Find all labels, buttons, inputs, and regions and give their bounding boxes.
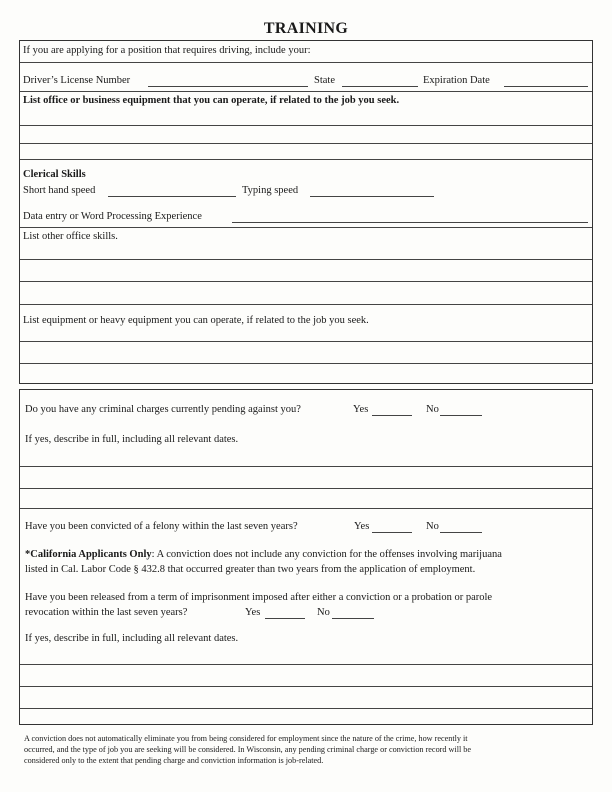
criminal-history-section	[19, 389, 593, 725]
released-yes-field[interactable]	[265, 618, 305, 619]
data-entry-field[interactable]	[232, 222, 588, 223]
released-describe-line-2[interactable]	[20, 686, 592, 687]
typing-label: Typing speed	[242, 185, 299, 196]
other-skills-line-1[interactable]	[20, 259, 592, 260]
pending-yes-label: Yes	[353, 404, 369, 415]
released-no-label: No	[317, 607, 330, 618]
california-note-text: : A conviction does not include any conviction for the offenses involving marijuana	[151, 549, 502, 560]
office-equipment-line-3[interactable]	[20, 159, 592, 160]
other-skills-line-3[interactable]	[20, 304, 592, 305]
felony-no-field[interactable]	[440, 532, 482, 533]
pending-describe-line-3[interactable]	[20, 508, 592, 509]
released-no-field[interactable]	[332, 618, 374, 619]
pending-charges-question: Do you have any criminal charges currently pending against you?	[25, 404, 301, 415]
state-field[interactable]	[342, 86, 418, 87]
page-title: TRAINING	[263, 20, 349, 37]
california-note-line-2: listed in Cal. Labor Code § 432.8 that occurred greater than two years from the application of employment.	[25, 564, 476, 575]
divider	[20, 62, 592, 63]
pending-describe-prompt: If yes, describe in full, including all relevant dates.	[25, 434, 239, 445]
typing-speed-field[interactable]	[310, 196, 434, 197]
footer-line-2: occurred, and the type of job you are seeking will be considered. In Wisconsin, any pending criminal charge or conviction record will be	[24, 745, 472, 754]
other-office-prompt: List other office skills.	[23, 231, 118, 242]
released-question-line-2: revocation within the last seven years?	[25, 607, 188, 618]
expiration-label: Expiration Date	[423, 75, 490, 86]
released-describe-line-3[interactable]	[20, 708, 592, 709]
driving-intro: If you are applying for a position that requires driving, include your:	[23, 45, 311, 56]
felony-yes-field[interactable]	[372, 532, 412, 533]
felony-question: Have you been convicted of a felony within the last seven years?	[25, 521, 298, 532]
footer-line-1: A conviction does not automatically eliminate you from being considered for employment since the nature of the crime, how recently it	[24, 734, 468, 743]
footer-note	[24, 733, 590, 766]
heavy-equipment-line-1[interactable]	[20, 341, 592, 342]
california-note-heading: *California Applicants Only	[25, 549, 152, 560]
office-equipment-line-2[interactable]	[20, 143, 592, 144]
shorthand-speed-field[interactable]	[108, 196, 236, 197]
shorthand-label: Short hand speed	[23, 185, 96, 196]
footer-line-3: considered only to the extent that pending charge and conviction information is job-related.	[24, 756, 324, 765]
released-yes-label: Yes	[245, 607, 261, 618]
released-describe-prompt: If yes, describe in full, including all relevant dates.	[25, 633, 239, 644]
divider	[20, 91, 592, 92]
drivers-license-label: Driver’s License Number	[23, 75, 131, 86]
clerical-skills-heading: Clerical Skills	[23, 169, 86, 180]
pending-no-field[interactable]	[440, 415, 482, 416]
pending-no-label: No	[426, 404, 439, 415]
released-question-line-1: Have you been released from a term of imprisonment imposed after either a conviction or a probation or parole	[25, 592, 493, 603]
heavy-equipment-prompt: List equipment or heavy equipment you can operate, if related to the job you seek.	[23, 315, 369, 326]
felony-no-label: No	[426, 521, 439, 532]
heavy-equipment-line-2[interactable]	[20, 363, 592, 364]
expiration-date-field[interactable]	[504, 86, 588, 87]
training-section	[19, 40, 593, 384]
pending-describe-line-1[interactable]	[20, 466, 592, 467]
drivers-license-field[interactable]	[148, 86, 308, 87]
state-label: State	[314, 75, 335, 86]
data-entry-label: Data entry or Word Processing Experience	[23, 211, 202, 222]
felony-yes-label: Yes	[354, 521, 370, 532]
other-skills-line-2[interactable]	[20, 281, 592, 282]
pending-yes-field[interactable]	[372, 415, 412, 416]
office-equipment-line-1[interactable]	[20, 125, 592, 126]
pending-describe-line-2[interactable]	[20, 488, 592, 489]
california-note-line-1	[25, 549, 502, 561]
divider	[20, 227, 592, 228]
office-equipment-prompt: List office or business equipment that you can operate, if related to the job you seek.	[23, 95, 400, 106]
released-describe-line-1[interactable]	[20, 664, 592, 665]
